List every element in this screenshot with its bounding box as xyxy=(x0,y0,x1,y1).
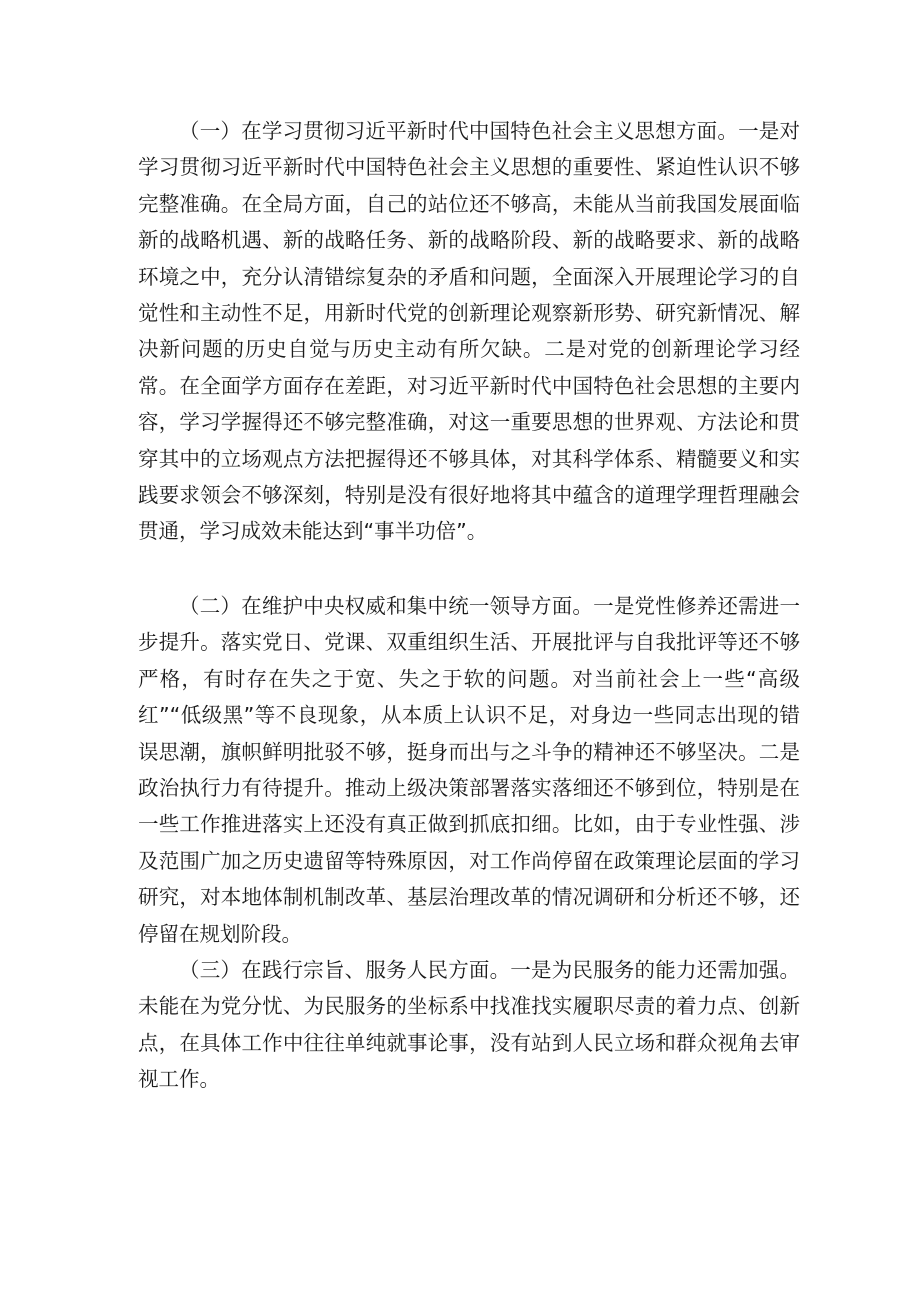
paragraph-1: （一）在学习贯彻习近平新时代中国特色社会主义思想方面。一是对学习贯彻习近平新时代中国特色社会主义思想的重要性、紧迫性认识不够完整准确。在全局方面，自己的站位还不够高，未能从当前我国发展面临新的战略机遇、新的战略任务、新的战略阶段、新的战略要求、新的战略环境之中，充分认清错综复杂的矛盾和问题，全面深入开展理论学习的自觉性和主动性不足，用新时代党的创新理论观察新形势、研究新情况、解决新问题的历史自觉与历史主动有所欠缺。二是对党的创新理论学习经常。在全面学方面存在差距，对习近平新时代中国特色社会思想的主要内容，学习学握得还不够完整准确，对这一重要思想的世界观、方法论和贯穿其中的立场观点方法把握得还不够具体，对其科学体系、精髓要义和实践要求领会不够深刻，特别是没有很好地将其中蕴含的道理学理哲理融会贯通，学习成效未能达到“事半功倍”。 xyxy=(138,119,800,544)
document-body xyxy=(138,113,800,1098)
paragraph-3: （三）在践行宗旨、服务人民方面。一是为民服务的能力还需加强。未能在为党分忧、为民服务的坐标系中找准找实履职尽责的着力点、创新点，在具体工作中往往单纯就事论事，没有站到人民立场和群众视角去审视工作。 xyxy=(138,957,800,1092)
paragraph-2: （二）在维护中央权威和集中统一领导方面。一是党性修养还需进一步提升。落实党日、党课、双重组织生活、开展批评与自我批评等还不够严格，有时存在失之于宽、失之于软的问题。对当前社会上一些“高级红”“低级黑”等不良现象，从本质上认识不足，对身边一些同志出现的错误思潮，旗帜鲜明批驳不够，挺身而出与之斗争的精神还不够坚决。二是政治执行力有待提升。推动上级决策部署落实落细还不够到位，特别是在一些工作推进落实上还没有真正做到抓底扣细。比如，由于专业性强、涉及范围广加之历史遗留等特殊原因，对工作尚停留在政策理论层面的学习研究，对本地体制机制改革、基层治理改革的情况调研和分析还不够，还停留在规划阶段。 xyxy=(138,593,800,946)
